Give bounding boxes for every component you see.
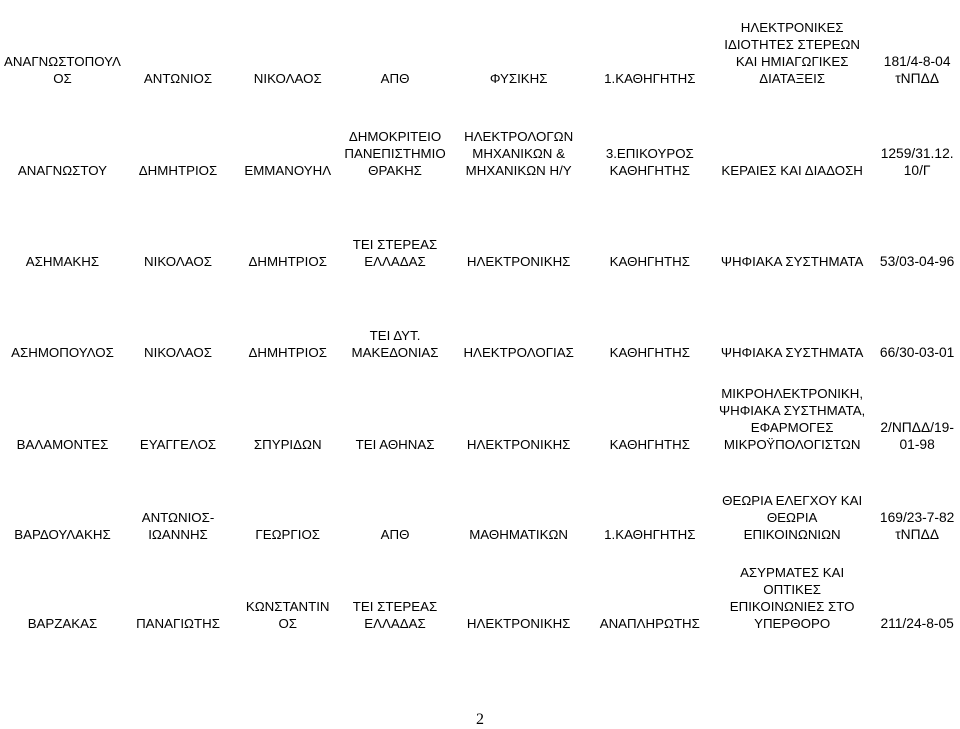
rank-text: 1.ΚΑΘΗΓΗΤΗΣ [604,527,696,542]
gazette-ref-text: 169/23-7-82 τΝΠΔΔ [879,510,955,542]
cell-department [448,183,590,274]
cell-rank [590,0,710,91]
cell-rank [590,274,710,365]
faculty-table [2,0,960,636]
cell-department [448,365,590,457]
gazette-ref-text: 53/03-04-96 [879,254,955,269]
cell-subject [710,547,874,636]
department-text: ΜΑΘΗΜΑΤΙΚΩΝ [469,527,569,542]
father-name-text: ΓΕΩΡΓΙΟΣ [255,527,321,542]
cell-gazette-ref [874,547,960,636]
father-name-text: ΔΗΜΗΤΡΙΟΣ [248,254,327,269]
cell-father-name [233,457,342,547]
cell-father-name [233,0,342,91]
cell-surname [2,274,123,365]
cell-subject [710,457,874,547]
cell-subject [710,91,874,183]
cell-gazette-ref [874,365,960,457]
rank-text: 3.ΕΠΙΚΟΥΡΟΣ ΚΑΘΗΓΗΤΗΣ [605,146,694,178]
department-text: ΗΛΕΚΤΡΟΝΙΚΗΣ [466,437,571,452]
surname-text: ΒΑΡΖΑΚΑΣ [27,616,98,631]
table-row [2,183,960,274]
institution-text: ΑΠΘ [380,527,410,542]
cell-gazette-ref [874,274,960,365]
institution-text: ΤΕΙ ΣΤΕΡΕΑΣ ΕΛΛΑΔΑΣ [352,237,438,269]
gazette-ref-text: 66/30-03-01 [879,345,955,360]
first-name-text: ΝΙΚΟΛΑΟΣ [144,345,212,360]
department-text: ΗΛΕΚΤΡΟΛΟΓΙΑΣ [463,345,574,360]
first-name-text: ΝΙΚΟΛΑΟΣ [144,254,212,269]
cell-rank [590,365,710,457]
cell-rank [590,91,710,183]
surname-text: ΒΑΡΔΟΥΛΑΚΗΣ [14,527,111,542]
rank-text: ΚΑΘΗΓΗΤΗΣ [609,254,690,269]
rank-text: ΚΑΘΗΓΗΤΗΣ [609,437,690,452]
cell-institution [342,183,447,274]
page-number: 2 [476,711,484,728]
first-name-text: ΔΗΜΗΤΡΙΟΣ [138,163,218,178]
cell-father-name [233,91,342,183]
father-name-text: ΚΩΝΣΤΑΝΤΙΝ ΟΣ [245,599,330,631]
subject-text: ΑΣΥΡΜΑΤΕΣ ΚΑΙ ΟΠΤΙΚΕΣ ΕΠΙΚΟΙΝΩΝΙΕΣ ΣΤΟ ΥΠΕΡΘΟΡΟ [729,565,855,631]
father-name-text: ΝΙΚΟΛΑΟΣ [253,71,322,86]
table-row [2,0,960,91]
cell-subject [710,365,874,457]
gazette-ref-text: 181/4-8-04 τΝΠΔΔ [883,54,951,86]
cell-rank [590,457,710,547]
cell-institution [342,91,447,183]
rank-text: ΑΝΑΠΛΗΡΩΤΗΣ [599,616,700,631]
subject-text: ΗΛΕΚΤΡΟΝΙΚΕΣ ΙΔΙΟΤΗΤΕΣ ΣΤΕΡΕΩΝ ΚΑΙ ΗΜΙΑΓΩΓΙΚΕΣ ΔΙΑΤΑΞΕΙΣ [724,20,860,86]
cell-gazette-ref [874,0,960,91]
cell-father-name [233,274,342,365]
subject-text: ΘΕΩΡΙΑ ΕΛΕΓΧΟΥ ΚΑΙ ΘΕΩΡΙΑ ΕΠΙΚΟΙΝΩΝΙΩΝ [722,493,863,542]
cell-surname [2,457,123,547]
cell-surname [2,547,123,636]
department-text: ΦΥΣΙΚΗΣ [489,71,548,86]
cell-subject [710,274,874,365]
surname-text: ΑΣΗΜΟΠΟΥΛΟΣ [11,345,114,360]
table-row [2,91,960,183]
institution-text: ΤΕΙ ΑΘΗΝΑΣ [355,437,435,452]
cell-department [448,274,590,365]
father-name-text: ΔΗΜΗΤΡΙΟΣ [248,345,327,360]
surname-text: ΑΣΗΜΑΚΗΣ [25,254,100,269]
cell-surname [2,91,123,183]
rank-text: 1.ΚΑΘΗΓΗΤΗΣ [604,71,696,86]
gazette-ref-text: 2/ΝΠΔΔ/19- 01-98 [880,420,954,452]
first-name-text: ΠΑΝΑΓΙΩΤΗΣ [136,616,220,631]
table-row [2,457,960,547]
subject-text: ΜΙΚΡΟΗΛΕΚΤΡΟΝΙΚΗ, ΨΗΦΙΑΚΑ ΣΥΣΤΗΜΑΤΑ, ΕΦΑΡΜΟΓΕΣ ΜΙΚΡΟΫΠΟΛΟΓΙΣΤΩΝ [718,386,866,452]
table-row [2,547,960,636]
cell-first-name [123,183,233,274]
first-name-text: ΑΝΤΩΝΙΟΣ- ΙΩΑΝΝΗΣ [141,510,215,542]
institution-text: ΤΕΙ ΣΤΕΡΕΑΣ ΕΛΛΑΔΑΣ [352,599,438,631]
cell-subject [710,183,874,274]
rank-text: ΚΑΘΗΓΗΤΗΣ [609,345,690,360]
cell-father-name [233,547,342,636]
surname-text: ΒΑΛΑΜΟΝΤΕΣ [16,437,109,452]
cell-first-name [123,457,233,547]
cell-rank [590,183,710,274]
cell-institution [342,274,447,365]
cell-department [448,547,590,636]
institution-text: ΤΕΙ ΔΥΤ. ΜΑΚΕΔΟΝΙΑΣ [351,328,439,360]
cell-gazette-ref [874,91,960,183]
cell-institution [342,365,447,457]
cell-first-name [123,274,233,365]
cell-surname [2,365,123,457]
first-name-text: ΑΝΤΩΝΙΟΣ [143,71,213,86]
cell-surname [2,0,123,91]
cell-first-name [123,91,233,183]
subject-text: ΚΕΡΑΙΕΣ ΚΑΙ ΔΙΑΔΟΣΗ [721,163,863,178]
cell-institution [342,0,447,91]
cell-first-name [123,365,233,457]
cell-gazette-ref [874,457,960,547]
father-name-text: ΣΠΥΡΙΔΩΝ [253,437,322,452]
gazette-ref-text: 1259/31.12. 10/Γ [880,146,954,178]
cell-subject [710,0,874,91]
cell-father-name [233,365,342,457]
department-text: ΗΛΕΚΤΡΟΛΟΓΩΝ ΜΗΧΑΝΙΚΩΝ & ΜΗΧΑΝΙΚΩΝ Η/Υ [464,129,574,178]
surname-text: ΑΝΑΓΝΩΣΤΟΥ [17,163,108,178]
subject-text: ΨΗΦΙΑΚΑ ΣΥΣΤΗΜΑΤΑ [720,345,864,360]
cell-department [448,457,590,547]
table-row [2,274,960,365]
subject-text: ΨΗΦΙΑΚΑ ΣΥΣΤΗΜΑΤΑ [720,254,864,269]
cell-department [448,91,590,183]
cell-first-name [123,547,233,636]
father-name-text: ΕΜΜΑΝΟΥΗΛ [244,163,332,178]
department-text: ΗΛΕΚΤΡΟΝΙΚΗΣ [466,616,571,631]
first-name-text: ΕΥΑΓΓΕΛΟΣ [139,437,217,452]
cell-rank [590,547,710,636]
institution-text: ΑΠΘ [380,71,410,86]
cell-institution [342,457,447,547]
table-row [2,365,960,457]
cell-institution [342,547,447,636]
cell-first-name [123,0,233,91]
cell-surname [2,183,123,274]
institution-text: ΔΗΜΟΚΡΙΤΕΙΟ ΠΑΝΕΠΙΣΤΗΜΙΟ ΘΡΑΚΗΣ [344,129,446,178]
department-text: ΗΛΕΚΤΡΟΝΙΚΗΣ [466,254,571,269]
cell-gazette-ref [874,183,960,274]
gazette-ref-text: 211/24-8-05 [880,616,954,631]
surname-text: ΑΝΑΓΝΩΣΤΟΠΟΥΛ ΟΣ [4,54,121,86]
cell-department [448,0,590,91]
cell-father-name [233,183,342,274]
